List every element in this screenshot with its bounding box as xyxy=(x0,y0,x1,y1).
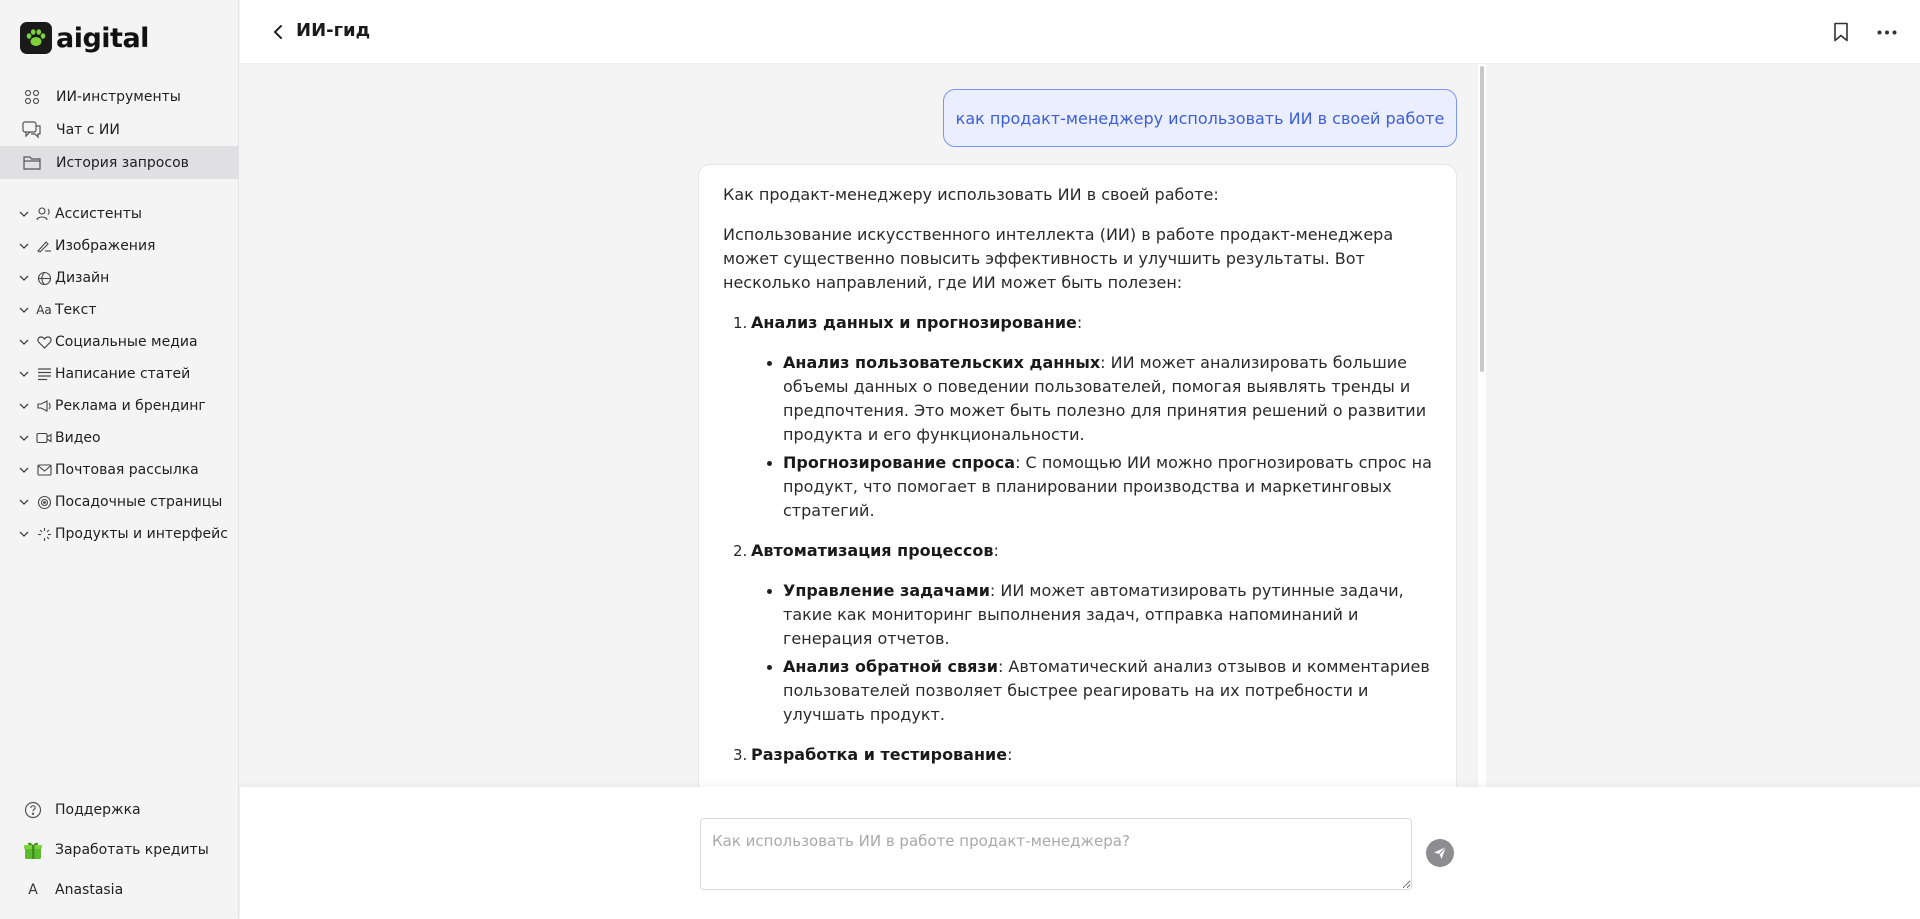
answer-section: 1. Анализ данных и прогнозирование: Анализ пользовательских данных: ИИ может анализировать большие объемы данных о поведении пользователей, помогая выявлять тренды и предпочтения. Это может быть полезно для принятия решений о развитии продукта и его функциональности. Прогнозирование спроса: С помощью ИИ можно прогнозировать спрос на продукт, что помогает в планировании производства и маркетинговых стратегий. xyxy=(723,311,1432,523)
scrollbar-thumb[interactable] xyxy=(1480,66,1484,372)
mail-icon xyxy=(35,462,53,478)
section-bullets xyxy=(751,579,1432,727)
category-design[interactable] xyxy=(0,262,239,294)
bullet-title: Анализ обратной связи xyxy=(783,657,998,676)
text-icon: Aa xyxy=(36,303,52,317)
section-title: Автоматизация процессов xyxy=(751,541,994,560)
bullet-title: Анализ пользовательских данных xyxy=(783,353,1101,372)
header xyxy=(240,0,1920,64)
category-assistants[interactable] xyxy=(0,198,239,230)
earn-credits-label: Заработать кредиты xyxy=(55,842,209,858)
category-products-ui[interactable] xyxy=(0,518,239,550)
chevron-down-icon xyxy=(18,464,30,476)
palette-icon xyxy=(35,270,53,286)
list-item xyxy=(751,579,1432,651)
logo[interactable] xyxy=(20,22,149,54)
send-icon xyxy=(1432,845,1448,861)
chevron-down-icon xyxy=(18,272,30,284)
video-icon xyxy=(35,430,53,446)
nav-item-label: Чат с ИИ xyxy=(56,121,120,138)
chevron-down-icon xyxy=(18,496,30,508)
category-label: Реклама и брендинг xyxy=(55,398,206,414)
category-ads-branding[interactable] xyxy=(0,390,239,422)
nav-item-label: ИИ-инструменты xyxy=(56,88,181,105)
lines-icon xyxy=(35,366,53,382)
help-icon xyxy=(23,800,43,820)
chevron-down-icon xyxy=(18,208,30,220)
folder-icon xyxy=(23,154,41,172)
category-label: Дизайн xyxy=(55,270,110,286)
category-text[interactable] xyxy=(0,294,239,326)
megaphone-icon xyxy=(35,398,53,414)
category-newsletter[interactable] xyxy=(0,454,239,486)
grid-icon xyxy=(23,88,41,106)
chevron-down-icon xyxy=(18,304,30,316)
page-title: ИИ-гид xyxy=(296,20,371,41)
gift-icon xyxy=(23,840,43,860)
section-title: Разработка и тестирование xyxy=(751,745,1008,764)
answer-sections xyxy=(723,311,1432,831)
category-images[interactable] xyxy=(0,230,239,262)
bookmark-icon xyxy=(1833,22,1849,42)
sparkle-icon xyxy=(35,526,53,542)
assistant-icon xyxy=(35,206,53,222)
chevron-down-icon xyxy=(18,432,30,444)
main-nav xyxy=(0,80,239,179)
user-name: Anastasia xyxy=(55,882,124,898)
nav-item-history[interactable] xyxy=(0,146,239,179)
answer-section: 3. Разработка и тестирование: xyxy=(723,743,1432,831)
category-label: Видео xyxy=(55,430,101,446)
composer xyxy=(240,787,1920,919)
list-item xyxy=(751,655,1432,727)
bottom-nav xyxy=(0,790,239,910)
list-item xyxy=(751,351,1432,447)
category-social-media[interactable] xyxy=(0,326,239,358)
list-item xyxy=(751,451,1432,523)
support-link[interactable] xyxy=(0,790,239,830)
bullet-text: : С помощью ИИ можно прогнозировать спрос на продукт, что помогает в планировании производства и маркетинговых стратегий. xyxy=(783,453,1432,520)
chevron-down-icon xyxy=(18,368,30,380)
section-bullets xyxy=(751,351,1432,523)
chat-icon xyxy=(23,121,41,139)
sidebar xyxy=(0,0,239,919)
avatar: A xyxy=(28,882,38,898)
user-message: как продакт-менеджеру использовать ИИ в своей работе xyxy=(943,89,1457,147)
send-button[interactable] xyxy=(1426,839,1454,867)
user-profile[interactable] xyxy=(0,870,239,910)
ai-answer xyxy=(698,164,1457,864)
section-title: Анализ данных и прогнозирование xyxy=(751,313,1077,332)
category-video[interactable] xyxy=(0,422,239,454)
prompt-input[interactable] xyxy=(700,818,1412,890)
bookmark-button[interactable] xyxy=(1830,20,1852,44)
category-label: Ассистенты xyxy=(55,206,142,222)
category-label: Изображения xyxy=(55,238,156,254)
more-horizontal-icon xyxy=(1877,30,1897,35)
support-label: Поддержка xyxy=(55,802,141,818)
chevron-down-icon xyxy=(18,528,30,540)
nav-item-ai-chat[interactable] xyxy=(0,113,239,146)
category-label: Социальные медиа xyxy=(55,334,198,350)
earn-credits-link[interactable] xyxy=(0,830,239,870)
heart-icon xyxy=(35,334,53,350)
brush-icon xyxy=(35,238,53,254)
chevron-left-icon xyxy=(272,24,284,40)
target-icon xyxy=(35,494,53,510)
answer-section: 2. Автоматизация процессов: Управление задачами: ИИ может автоматизировать рутинные задачи, такие как мониторинг выполнения задач, отправка напоминаний и генерация отчетов. Анализ обратной связи: Автоматический анализ отзывов и комментариев пользователей позволяет быстрее реагировать на их потребности и улучшать продукт. xyxy=(723,539,1432,727)
back-button[interactable] xyxy=(266,20,290,44)
bullet-text: : ИИ может автоматизировать рутинные задачи, такие как мониторинг выполнения задач, отправка напоминаний и генерация отчетов. xyxy=(783,581,1404,648)
category-label: Почтовая рассылка xyxy=(55,462,199,478)
chevron-down-icon xyxy=(18,400,30,412)
category-label: Продукты и интерфейс xyxy=(55,526,228,542)
category-label: Текст xyxy=(55,302,97,318)
category-label: Посадочные страницы xyxy=(55,494,223,510)
category-nav xyxy=(0,198,239,550)
bullet-text: : Автоматический анализ отзывов и комментариев пользователей позволяет быстрее реагировать на их потребности и улучшать продукт. xyxy=(783,657,1430,724)
bullet-title: Прогнозирование спроса xyxy=(783,453,1016,472)
chat-area xyxy=(240,64,1920,787)
logo-text: aigital xyxy=(56,22,149,54)
category-landing-pages[interactable] xyxy=(0,486,239,518)
nav-item-ai-tools[interactable] xyxy=(0,80,239,113)
chevron-down-icon xyxy=(18,336,30,348)
chevron-down-icon xyxy=(18,240,30,252)
answer-intro: Использование искусственного интеллекта (ИИ) в работе продакт-менеджера может существенно повысить эффективность и улучшить результаты. Вот несколько направлений, где ИИ может быть полезен: xyxy=(723,225,1394,292)
bullet-title: Управление задачами xyxy=(783,581,990,600)
more-options-button[interactable] xyxy=(1872,20,1902,44)
nav-item-label: История запросов xyxy=(56,154,189,171)
section-number: 1. xyxy=(733,314,748,332)
category-label: Написание статей xyxy=(55,366,191,382)
section-number: 2. xyxy=(733,542,748,560)
category-articles[interactable] xyxy=(0,358,239,390)
paw-logo-icon xyxy=(20,22,52,54)
bullet-text: : ИИ может анализировать большие объемы данных о поведении пользователей, помогая выявлять тренды и предпочтения. Это может быть полезно для принятия решений о развитии продукта и его функциональности. xyxy=(783,353,1427,444)
section-number: 3. xyxy=(733,746,748,764)
answer-heading: Как продакт-менеджеру использовать ИИ в своей работе: xyxy=(723,185,1219,204)
